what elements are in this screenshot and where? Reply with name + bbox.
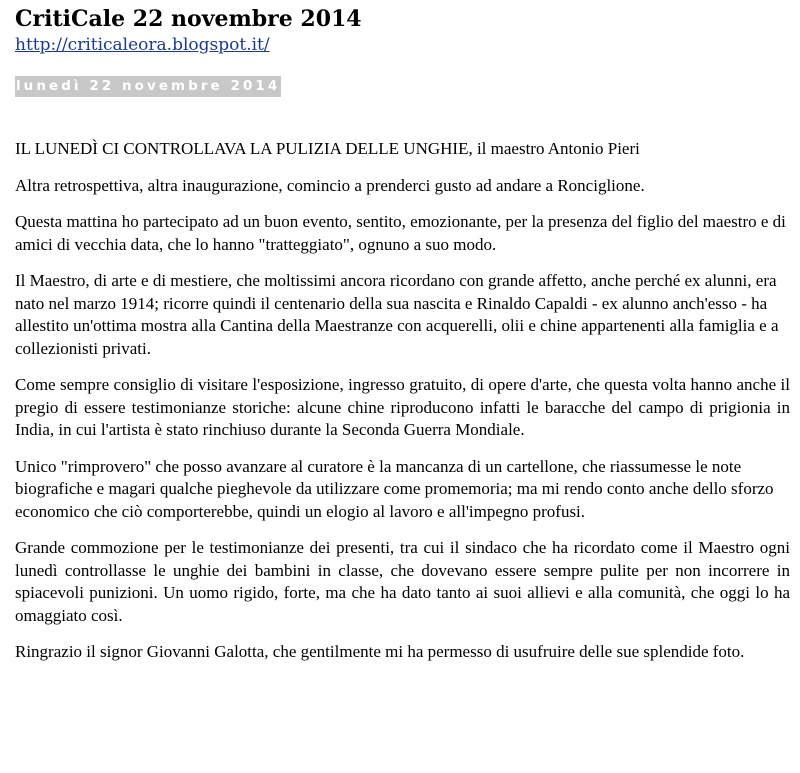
post-paragraph: Unico "rimprovero" che posso avanzare al curatore è la mancanza di un cartellone, che riassumesse le note biografiche e magari qualche pieghevole da utilizzare come promemoria; ma mi rendo conto anche dello sforzo economico che ciò comporterebbe, quindi un elogio al lavoro e all'impegno profusi.	[15, 456, 774, 521]
post-paragraph: Ringrazio il signor Giovanni Galotta, che gentilmente mi ha permesso di usufruire delle sue splendide foto.	[15, 642, 745, 661]
post-paragraph: Come sempre consiglio di visitare l'esposizione, ingresso gratuito, di opere d'arte, che questa volta hanno anche il pregio di essere testimonianze storiche: alcune chine riproducono infatti le baracche del campo di prigionia in India, in cui l'artista è stato rinchiuso durante la Seconda Guerra Mondiale.	[15, 375, 790, 439]
post-paragraph: Questa mattina ho partecipato ad un buon evento, sentito, emozionante, per la presenza del figlio del maestro e di amici di vecchia data, che lo hanno "tratteggiato", ognuno a suo modo.	[15, 212, 786, 254]
blog-title: CritiCale 22 novembre 2014	[15, 6, 362, 32]
post-paragraph: Altra retrospettiva, altra inaugurazione, comincio a prenderci gusto ad andare a Ronciglione.	[15, 175, 645, 195]
post-paragraph: Il Maestro, di arte e di mestiere, che moltissimi ancora ricordano con grande affetto, anche perché ex alunni, era nato nel marzo 1914; ricorre quindi il centenario della sua nascita e Rinaldo Capaldi - ex alunno anch'esso - ha allestito un'ottima mostra alla Cantina della Maestranze con acquerelli, olii e chine appartenenti alla famiglia e a collezionisti privati.	[15, 271, 779, 358]
post-date-header: lunedì 22 novembre 2014	[15, 76, 281, 97]
post-body	[15, 138, 790, 678]
post-paragraph: Grande commozione per le testimonianze dei presenti, tra cui il sindaco che ha ricordato come il Maestro ogni lunedì controllasse le unghie dei bambini in classe, che dovevano essere sempre pulite per non incorrere in spiacevoli punizioni. Un uomo rigido, forte, ma che ha dato tanto ai suoi allievi e alla comunità, che oggi lo ha omaggiato così.	[15, 538, 790, 625]
blog-url-link[interactable]: http://criticaleora.blogspot.it/	[15, 35, 270, 55]
post-title-line: IL LUNEDÌ CI CONTROLLAVA LA PULIZIA DELLE UNGHIE, il maestro Antonio Pieri	[15, 139, 640, 158]
